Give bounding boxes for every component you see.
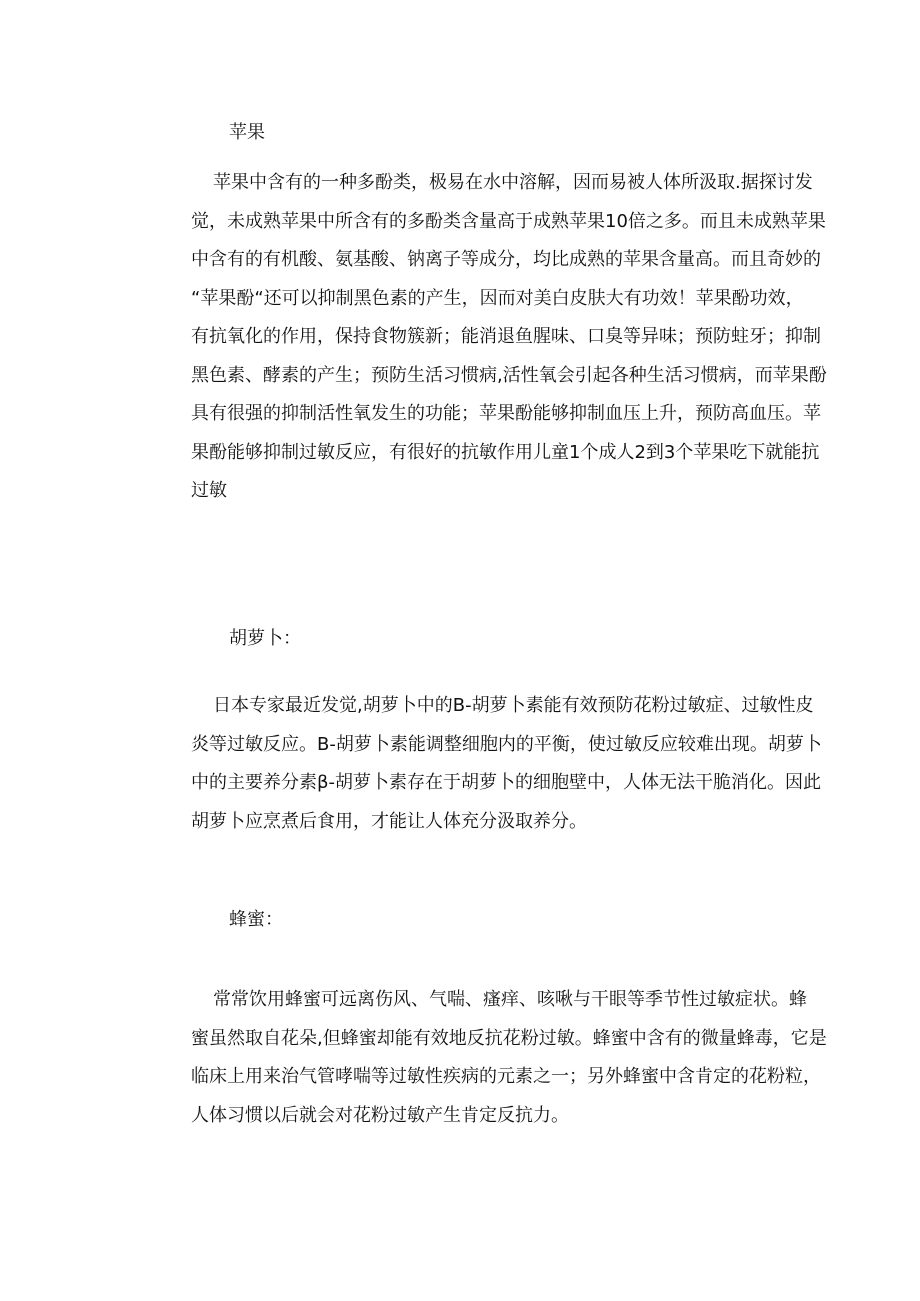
paragraph-line: 日本专家最近发觉,胡萝卜中的B-胡萝卜素能有效预防花粉过敏症、过敏性皮 (213, 695, 814, 716)
section-heading-apple: 苹果 (229, 122, 265, 143)
section-paragraph-carrot (191, 687, 841, 841)
section-paragraph-honey (191, 981, 841, 1135)
paragraph-line: 中含有的有机酸、氨基酸、钠离子等成分，均比成熟的苹果含量高。而且奇妙的 (191, 249, 821, 270)
section-paragraph-apple (191, 164, 841, 511)
paragraph-line: 人体习惯以后就会对花粉过敏产生肯定反抗力。 (191, 1104, 569, 1126)
paragraph-line: 苹果中含有的一种多酚类，极易在水中溶解，因而易被人体所汲取.据探讨发 (213, 172, 813, 193)
section-heading-carrot: 胡萝卜： (229, 628, 301, 649)
paragraph-line: 具有很强的抑制活性氧发生的功能；苹果酚能够抑制血压上升，预防高血压。苹 (191, 403, 821, 424)
paragraph-line: 黑色素、酵素的产生；预防生活习惯病,活性氧会引起各种生活习惯病，而苹果酚 (191, 364, 827, 386)
paragraph-line: 过敏 (191, 480, 227, 501)
section-heading-honey: 蜂蜜： (229, 909, 283, 930)
paragraph-line: 果酚能够抑制过敏反应，有很好的抗敏作用儿童1个成人2到3个苹果吃下就能抗 (191, 441, 820, 463)
paragraph-line: 胡萝卜应烹煮后食用，才能让人体充分汲取养分。 (191, 810, 587, 832)
paragraph-line: 中的主要养分素β-胡萝卜素存在于胡萝卜的细胞壁中，人体无法干脆消化。因此 (191, 772, 821, 793)
paragraph-line: 觉，未成熟苹果中所含有的多酚类含量高于成熟苹果10倍之多。而且未成熟苹果 (191, 210, 826, 232)
paragraph-line: 有抗氧化的作用，保持食物簇新；能消退鱼腥味、口臭等异味；预防蛀牙；抑制 (191, 326, 821, 347)
paragraph-line: 炎等过敏反应。B-胡萝卜素能调整细胞内的平衡，使过敏反应较难出现。胡萝卜 (191, 733, 822, 755)
paragraph-line: 临床上用来治气管哮喘等过敏性疾病的元素之一；另外蜂蜜中含肯定的花粉粒， (191, 1066, 821, 1087)
paragraph-line: “苹果酚“还可以抑制黑色素的产生，因而对美白皮肤大有功效！苹果酚功效， (191, 287, 804, 309)
paragraph-line: 常常饮用蜂蜜可远离伤风、气喘、瘙痒、咳啾与干眼等季节性过敏症状。蜂 (213, 989, 807, 1010)
paragraph-line: 蜜虽然取自花朵,但蜂蜜却能有效地反抗花粉过敏。蜂蜜中含有的微量蜂毒，它是 (191, 1027, 827, 1049)
